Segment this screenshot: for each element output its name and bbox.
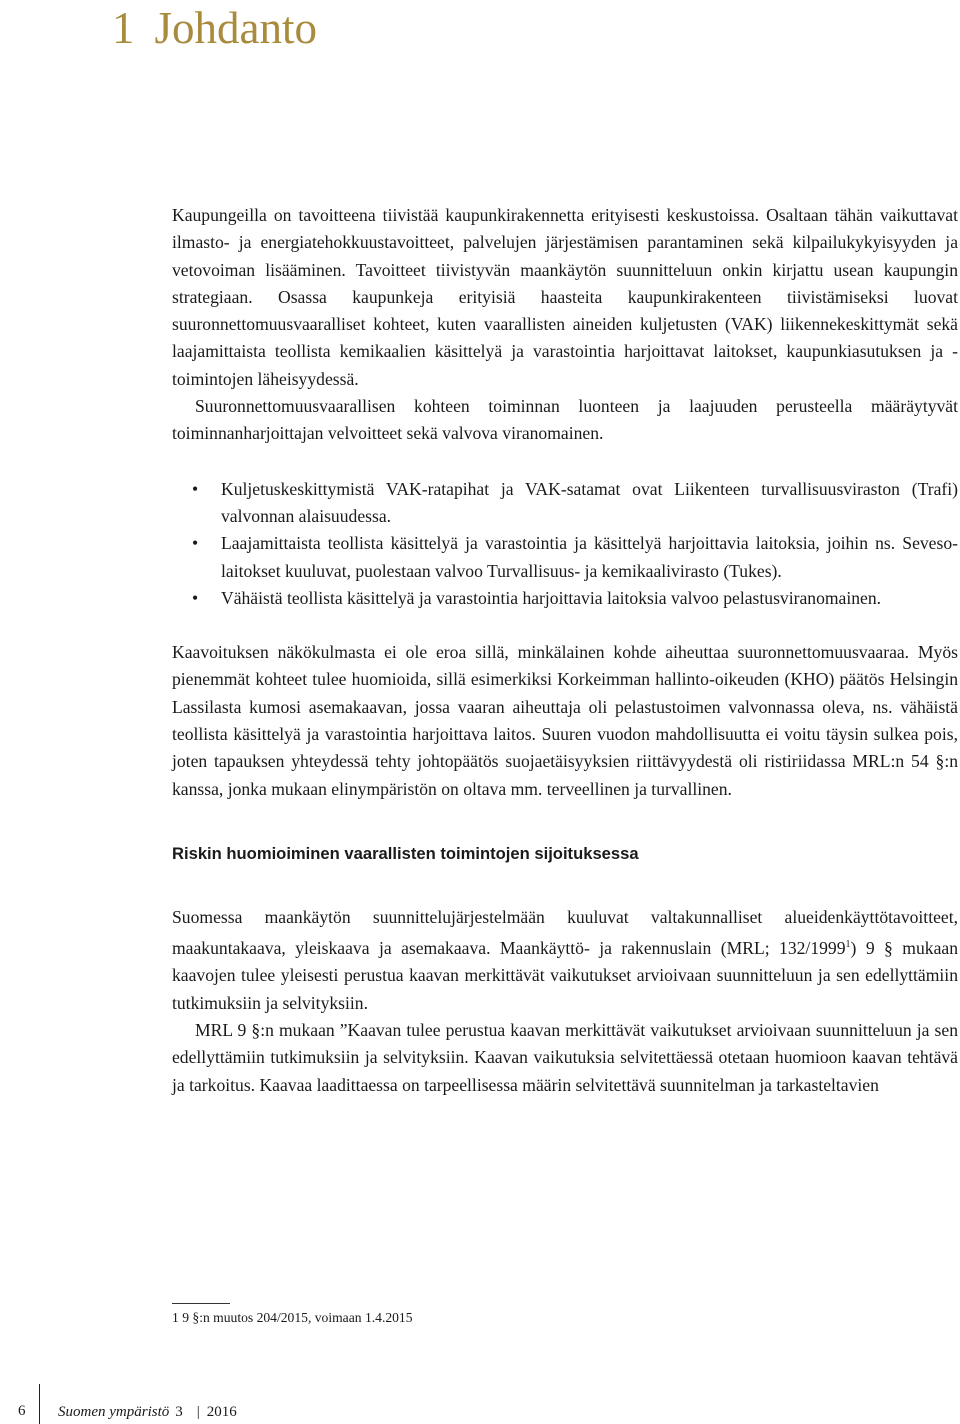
paragraph-zoning: Kaavoituksen näkökulmasta ei ole eroa sillä, minkälainen kohde aiheuttaa suuronnettomuusvaaraa. Myös pienemmät kohteet tulee huomioida, sillä esimerkiksi Korkeimman hallinto-oikeuden (KHO) päätös Helsingin Lassilasta kumosi asemakaavan, jossa vaaran aiheuttaja oli pelastustoimen valvonnassa oleva, ns. vähäistä teollista käsittelyä ja varastointia harjoittava laitos. Suuren vuodon mahdollisuutta ei voitu täysin sulkea pois, joten tapauksen yhteydessä tehty johtopäätös suojaetäisyyksien riittävyydestä oli ristiriidassa MRL:n 54 §:n kanssa, jonka mukaan elinympäristön on oltava mm. terveellinen ja turvallinen.	[172, 642, 958, 799]
section-subheading: Riskin huomioiminen vaarallisten toimintojen sijoituksessa	[172, 843, 639, 863]
journal-title: Suomen ympäristö	[58, 1404, 170, 1420]
chapter-number: 1	[112, 3, 135, 53]
list-item: • Kuljetuskeskittymistä VAK-ratapihat ja VAK-satamat ovat Liikenteen turvallisuusviraston (Trafi) valvonnan alaisuudessa.	[172, 476, 958, 531]
chapter-title: Johdanto	[154, 3, 317, 53]
bullet-icon: •	[192, 533, 199, 554]
footnote-text: 9 §:n muutos 204/2015, voimaan 1.4.2015	[178, 1310, 413, 1325]
bullet-icon: •	[192, 587, 199, 608]
paragraph-mrl-quote: MRL 9 §:n mukaan ”Kaavan tulee perustua kaavan merkittävät vaikutukset arvioivaan suunnitteluun ja sen edellyttämiin tutkimuksiin ja selvityksiin. Kaavan vaikutuksia selvitettäessä otetaan huomioon kaavan tehtävä ja tarkoitus. Kaavaa laadittaessa on tarpeellisessa määrin selvitettävä suunnitelman ja tarkasteltavien	[172, 1019, 958, 1095]
list-item: • Vähäistä teollista käsittelyä ja varastointia harjoittavia laitoksia valvoo pelastusviranomainen.	[172, 585, 958, 612]
bullet-list	[172, 476, 958, 612]
journal-separator: |	[196, 1404, 200, 1420]
journal-footer	[58, 1402, 237, 1422]
main-text	[172, 202, 958, 1099]
footnote-reference: 1	[845, 939, 851, 951]
footnote	[172, 1308, 413, 1328]
journal-issue: 3	[175, 1404, 183, 1420]
paragraph-intro: Kaupungeilla on tavoitteena tiivistää kaupunkirakennetta erityisesti keskustoissa. Osaltaan tähän vaikuttavat ilmasto- ja energiatehokkuustavoitteet, palvelujen järjestämisen parantaminen sekä kilpailukykyisyyden ja vetovoiman lisääminen. Tavoitteet tiivistyvän maankäytön suunnitteluun onkin kirjattu usean kaupungin strategiaan. Osassa kaupunkeja erityisiä haasteita kaupunkirakenteen tiivistämiseksi luovat suuronnettomuusvaaralliset kohteet, kuten vaarallisten aineiden kuljetusten (VAK) liikennekeskittymät sekä laajamittaista teollista kemikaalien käsittelyä ja varastointia harjoittavat laitokset, kaupunkiasutuksen ja -toimintojen läheisyydessä.	[172, 205, 958, 389]
footnote-divider	[172, 1303, 230, 1304]
paragraph-supervision: Suuronnettomuusvaarallisen kohteen toiminnan luonteen ja laajuuden perusteella määräytyvät toiminnanharjoittajan velvoitteet sekä valvova viranomainen.	[172, 396, 958, 444]
list-item: • Laajamittaista teollista käsittelyä ja varastointia ja käsittelyä harjoittavia laitoksia, joihin ns. Seveso-laitokset kuuluvat, puolestaan valvoo Turvallisuus- ja kemikaalivirasto (Tukes).	[172, 530, 958, 585]
bullet-icon: •	[192, 478, 199, 499]
footer-divider	[39, 1384, 40, 1424]
page-number: 6	[18, 1403, 26, 1419]
journal-year: 2016	[206, 1404, 237, 1420]
paragraph-planning-system: Suomessa maankäytön suunnittelujärjestelmään kuuluvat valtakunnalliset alueidenkäyttötavoitteet, maakuntakaava, yleiskaava ja asemakaava. Maankäyttö- ja rakennuslain (MRL; 132/1999$^1$) 9 § mukaan kaavojen tulee yleisesti perustua kaavan merkittävät vaikutukset arvioivaan suunnitteluun ja sen edellyttämiin tutkimuksiin ja selvityksiin.	[172, 906, 958, 1013]
footnote-number: 1	[172, 1310, 179, 1325]
chapter-heading	[112, 2, 317, 54]
